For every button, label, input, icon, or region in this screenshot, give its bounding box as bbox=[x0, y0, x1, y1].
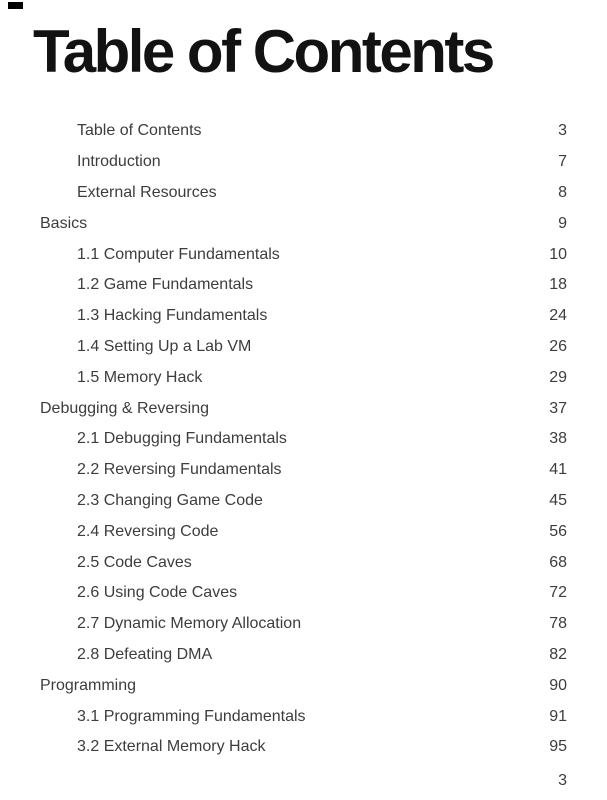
toc-entry-page: 18 bbox=[549, 276, 567, 294]
toc-row[interactable] bbox=[40, 301, 567, 332]
footer-page-number: 3 bbox=[558, 772, 567, 789]
toc-entry-label: 3.2 External Memory Hack bbox=[77, 738, 266, 756]
toc-row[interactable] bbox=[40, 732, 567, 763]
toc-entry-page: 26 bbox=[549, 337, 567, 355]
toc-entry-page: 68 bbox=[549, 553, 567, 571]
toc-entry-page: 37 bbox=[549, 399, 567, 417]
toc-entry-page: 10 bbox=[549, 245, 567, 263]
toc-entry-page: 38 bbox=[549, 430, 567, 448]
toc-row[interactable] bbox=[40, 393, 567, 424]
toc-entry-label: Table of Contents bbox=[77, 122, 202, 140]
toc-entry-page: 56 bbox=[549, 522, 567, 540]
toc-row[interactable] bbox=[40, 208, 567, 239]
toc-entry-label: 1.5 Memory Hack bbox=[77, 368, 203, 386]
toc-row[interactable] bbox=[40, 332, 567, 363]
toc-row[interactable] bbox=[40, 239, 567, 270]
toc-entry-page: 82 bbox=[549, 645, 567, 663]
toc-entry-label: 2.3 Changing Game Code bbox=[77, 491, 263, 509]
toc-entry-label: Debugging & Reversing bbox=[40, 399, 209, 417]
toc-entry-label: 3.1 Programming Fundamentals bbox=[77, 707, 306, 725]
toc-list bbox=[40, 116, 567, 763]
toc-entry-label: 2.5 Code Caves bbox=[77, 553, 192, 571]
page-title: Table of Contents bbox=[33, 18, 493, 85]
toc-entry-page: 3 bbox=[558, 122, 567, 140]
toc-row[interactable] bbox=[40, 486, 567, 517]
toc-entry-label: 1.2 Game Fundamentals bbox=[77, 276, 254, 294]
toc-entry-page: 29 bbox=[549, 368, 567, 386]
toc-entry-label: 2.4 Reversing Code bbox=[77, 522, 219, 540]
toc-entry-label: External Resources bbox=[77, 183, 217, 201]
toc-entry-label: Introduction bbox=[77, 153, 161, 171]
toc-entry-page: 41 bbox=[549, 461, 567, 479]
toc-entry-page: 45 bbox=[549, 491, 567, 509]
toc-entry-page: 7 bbox=[558, 153, 567, 171]
toc-entry-label: 1.1 Computer Fundamentals bbox=[77, 245, 280, 263]
toc-row[interactable] bbox=[40, 640, 567, 671]
toc-row[interactable] bbox=[40, 516, 567, 547]
toc-entry-label: 2.8 Defeating DMA bbox=[77, 645, 213, 663]
toc-row[interactable] bbox=[40, 424, 567, 455]
toc-entry-label: Basics bbox=[40, 214, 88, 232]
toc-entry-label: 1.4 Setting Up a Lab VM bbox=[77, 337, 252, 355]
toc-row[interactable] bbox=[40, 609, 567, 640]
corner-mark bbox=[8, 2, 23, 9]
toc-entry-label: Programming bbox=[40, 676, 137, 694]
toc-row[interactable] bbox=[40, 547, 567, 578]
toc-row[interactable] bbox=[40, 455, 567, 486]
toc-row[interactable] bbox=[40, 270, 567, 301]
toc-entry-label: 2.1 Debugging Fundamentals bbox=[77, 430, 287, 448]
toc-row[interactable] bbox=[40, 701, 567, 732]
toc-entry-page: 91 bbox=[549, 707, 567, 725]
toc-entry-label: 2.2 Reversing Fundamentals bbox=[77, 461, 282, 479]
toc-entry-page: 78 bbox=[549, 615, 567, 633]
toc-entry-page: 24 bbox=[549, 307, 567, 325]
toc-row[interactable] bbox=[40, 147, 567, 178]
toc-entry-page: 9 bbox=[558, 214, 567, 232]
toc-entry-label: 1.3 Hacking Fundamentals bbox=[77, 307, 268, 325]
toc-entry-page: 72 bbox=[549, 584, 567, 602]
toc-entry-page: 90 bbox=[549, 676, 567, 694]
toc-row[interactable] bbox=[40, 362, 567, 393]
toc-row[interactable] bbox=[40, 116, 567, 147]
toc-row[interactable] bbox=[40, 670, 567, 701]
toc-row[interactable] bbox=[40, 178, 567, 209]
toc-entry-label: 2.7 Dynamic Memory Allocation bbox=[77, 615, 302, 633]
toc-row[interactable] bbox=[40, 578, 567, 609]
toc-entry-page: 8 bbox=[558, 183, 567, 201]
toc-entry-page: 95 bbox=[549, 738, 567, 756]
toc-entry-label: 2.6 Using Code Caves bbox=[77, 584, 238, 602]
